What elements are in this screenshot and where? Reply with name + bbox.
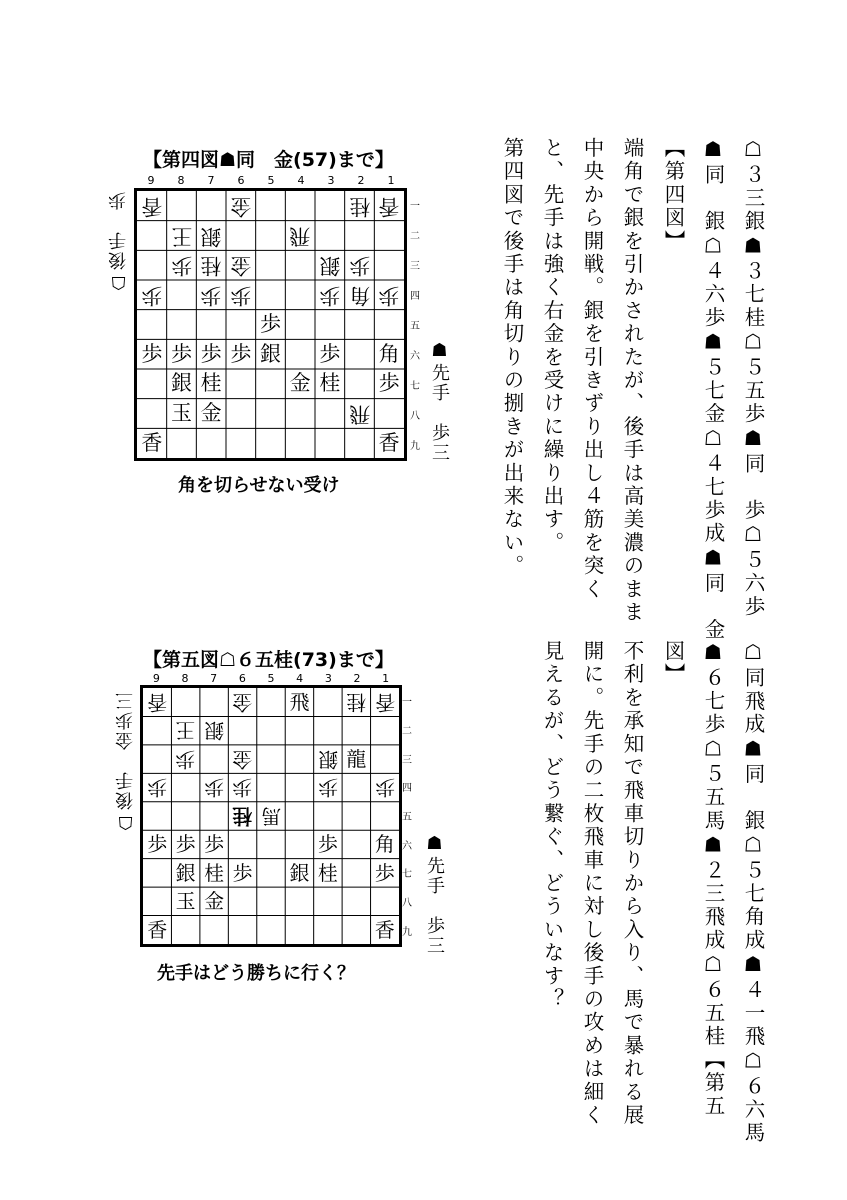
board-piece: 歩 [200,341,222,366]
row-label: 九 [410,441,420,452]
row-labels [408,188,422,458]
board-piece: 歩 [170,341,192,366]
column-label: 5 [267,174,275,187]
board-piece: 銀 [317,747,338,772]
column-label: 1 [382,672,390,685]
row-label: 一 [410,201,420,212]
board-piece: 王 [170,223,192,248]
board-piece: 金 [232,690,253,715]
row-label: 六 [410,351,420,362]
column-label: 5 [267,672,275,685]
diagram-title: 【第四図☗同 金(57)まで】 [143,149,394,171]
board-piece: 歩 [374,860,395,885]
row-label: 三 [410,261,420,272]
board-piece: 桂 [204,860,225,885]
column-label: 8 [177,174,185,187]
board-piece: 歩 [141,341,163,366]
row-label: 七 [410,381,420,392]
column-label: 8 [181,672,189,685]
board-piece: 銀 [175,860,196,885]
commentary-line: ☖３三銀☗３七桂☖５五歩☗同 歩☖５六歩 [741,137,765,619]
column-label: 3 [327,174,335,187]
board-piece: 香 [374,690,395,715]
board-piece: 金 [200,400,222,425]
board-piece: 銀 [170,371,192,396]
board-piece: 歩 [378,371,400,396]
board-piece: 飛 [289,223,311,248]
row-label: 八 [410,411,420,422]
board-piece: 香 [147,690,168,715]
column-label: 7 [207,174,215,187]
board-piece: 香 [378,430,400,455]
board-piece: 歩 [147,775,168,800]
board-piece: 歩 [230,341,252,366]
board-piece: 歩 [319,283,341,308]
row-label: 四 [410,291,420,302]
column-label: 9 [147,174,155,187]
board-piece: 玉 [175,889,196,914]
board-piece: 王 [175,718,196,743]
board-piece: 金 [230,194,252,219]
board-piece: 桂 [319,371,341,396]
board-piece: 歩 [204,775,225,800]
commentary-line: と、先手は強く右金を受けに繰り出す。 [540,137,564,555]
gote-hand: ☖後手 金歩三 [115,690,136,833]
commentary-line: 中央から開戦。銀を引きずり出し４筋を突く [580,137,604,601]
board-piece: 金 [204,889,225,914]
column-label: 3 [324,672,332,685]
row-label: 六 [402,840,412,852]
column-label: 2 [357,174,365,187]
commentary-top [493,137,765,642]
shogi-board [140,685,402,947]
board-piece: 歩 [317,775,338,800]
commentary-line: 【第四図】 [661,137,685,253]
board-piece: 歩 [319,341,341,366]
commentary-line: 図】 [661,640,685,687]
board-piece: 金 [232,747,253,772]
column-label: 6 [237,174,245,187]
shogi-board [134,188,407,461]
board-piece: 歩 [348,253,370,278]
column-label: 4 [296,672,304,685]
row-label: 五 [410,321,420,332]
commentary-line: 開に。先手の二枚飛車に対し後手の攻めは細く [580,640,604,1128]
board-piece: 香 [141,194,163,219]
board-piece: 香 [141,430,163,455]
row-label: 一 [402,697,412,709]
diagram-caption: 角を切らせない受け [178,475,340,496]
board-piece: 歩 [141,283,163,308]
column-label: 9 [152,672,160,685]
column-labels [142,672,400,684]
row-label: 七 [402,869,412,881]
row-label: 二 [410,231,420,242]
board-piece: 歩 [204,832,225,857]
board-piece: 銀 [200,223,222,248]
column-label: 6 [238,672,246,685]
board-piece: 馬 [260,803,281,828]
board-piece: 桂 [200,371,222,396]
row-label: 四 [402,783,412,795]
sente-hand: ☗先手 歩三 [424,833,445,956]
board-piece: 銀 [204,718,225,743]
board-piece: 歩 [175,747,196,772]
commentary-line: ☖同飛成☗同 銀☖５七角成☗４一飛☖６六馬 [741,640,765,1145]
commentary-line: 不利を承知で飛車切りから入り、馬で暴れる展 [620,640,644,1128]
board-piece: 歩 [147,832,168,857]
row-label: 三 [402,754,412,766]
diagram-caption: 先手はどう勝ちに行く？ [157,963,355,984]
board-piece: 角 [348,283,370,308]
board-piece: 香 [378,194,400,219]
board-piece: 桂 [200,253,222,278]
board-piece: 歩 [200,283,222,308]
commentary-line: ☗同 銀☖４六歩☗５七金☖４七歩成☗同 金 [701,137,725,642]
board-piece: 歩 [230,283,252,308]
row-label: 九 [402,926,412,938]
row-label: 八 [402,898,412,909]
board-piece: 銀 [289,860,310,885]
diagram-title: 【第五図☖６五桂(73)まで】 [143,649,394,671]
commentary-line: 第四図で後手は角切りの捌きが出来ない。 [500,137,524,578]
board-piece: 歩 [175,832,196,857]
board-piece: 香 [374,917,395,942]
commentary-bottom [533,640,765,1145]
gote-hand: ☖後手 歩 [108,190,129,293]
board-piece: 龍 [346,747,367,772]
row-label: 二 [402,726,412,737]
board-piece: 金 [289,371,311,396]
column-labels [136,174,406,186]
column-label: 7 [210,672,218,685]
board-piece: 歩 [232,775,253,800]
board-piece: 香 [147,917,168,942]
board-piece: 歩 [317,832,338,857]
board-piece: 飛 [348,401,370,426]
board-piece: 歩 [374,775,395,800]
board-piece: 歩 [170,253,192,278]
board-piece: 桂 [317,860,338,885]
board-piece: 桂 [232,803,253,828]
board-piece: 角 [378,341,400,366]
column-label: 1 [387,174,395,187]
column-label: 4 [297,174,305,187]
board-piece: 桂 [346,690,367,715]
sente-hand: ☗先手 歩三 [429,340,450,463]
board-piece: 銀 [319,253,341,278]
commentary-line: 見えるが、どう繋ぐ、どういなす？ [540,640,564,1012]
board-piece: 歩 [259,311,281,336]
commentary-line: ☗６七歩☖５五馬☗２三飛成☖６五桂【第五 [701,640,725,1118]
board-piece: 歩 [232,860,253,885]
board-piece: 金 [230,253,252,278]
board-piece: 玉 [170,400,192,425]
commentary-line: 端角で銀を引かされたが、後手は高美濃のまま [620,137,644,625]
board-piece: 飛 [289,690,310,715]
board-piece: 銀 [259,341,281,366]
board-piece: 桂 [348,194,370,219]
row-label: 五 [402,812,412,823]
column-label: 2 [353,672,361,685]
row-labels [400,685,414,943]
board-piece: 角 [374,832,395,857]
board-piece: 歩 [378,283,400,308]
